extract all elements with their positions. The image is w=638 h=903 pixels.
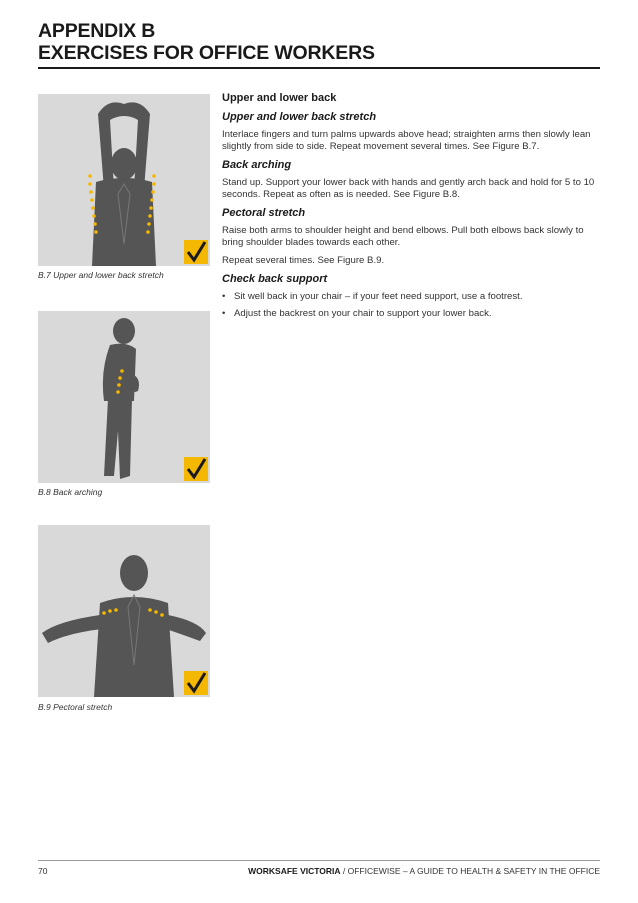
paragraph: Stand up. Support your lower back with hands and gently arch back and hold for 5 to 10 seconds. Repeat as often as is needed. See Figure B.8. bbox=[222, 177, 595, 200]
check-icon bbox=[184, 457, 208, 481]
section-heading: Upper and lower back bbox=[222, 92, 337, 104]
paragraph: Raise both arms to shoulder height and bend elbows. Pull both elbows back slowly to bring shoulder blades towards each other. bbox=[222, 225, 584, 248]
check-icon bbox=[184, 671, 208, 695]
page-number: 70 bbox=[38, 866, 48, 876]
figure-caption: B.9 Pectoral stretch bbox=[38, 702, 113, 712]
figure-b7-upper-lower-back-stretch bbox=[38, 94, 210, 266]
title-line-1: APPENDIX B bbox=[38, 20, 156, 42]
check-icon bbox=[184, 240, 208, 264]
title-line-2: EXERCISES FOR OFFICE WORKERS bbox=[38, 42, 375, 64]
figure-b9-pectoral-stretch bbox=[38, 525, 210, 697]
main-content bbox=[222, 92, 600, 325]
footer-brand: WORKSAFE VICTORIA bbox=[248, 866, 341, 876]
footer-rule bbox=[38, 860, 600, 861]
subheading: Pectoral stretch bbox=[222, 207, 306, 219]
page-title bbox=[38, 20, 375, 64]
title-rule bbox=[38, 67, 600, 69]
footer-title bbox=[248, 866, 600, 876]
figure-caption: B.8 Back arching bbox=[38, 487, 103, 497]
figure-caption: B.7 Upper and lower back stretch bbox=[38, 270, 164, 280]
list-item: • Adjust the backrest on your chair to support your lower back. bbox=[222, 308, 600, 320]
subheading: Upper and lower back stretch bbox=[222, 111, 377, 123]
footer-guide: OFFICEWISE – A GUIDE TO HEALTH & SAFETY IN THE OFFICE bbox=[347, 866, 600, 876]
footer-separator: / bbox=[340, 866, 348, 876]
figure-b8-back-arching bbox=[38, 311, 210, 483]
subheading: Back arching bbox=[222, 159, 292, 171]
bullet-list bbox=[222, 291, 600, 320]
paragraph: Interlace fingers and turn palms upwards above head; straighten arms then slowly lean slightly from side to side. Repeat movement several times. See Figure B.7. bbox=[222, 129, 591, 152]
list-item: • Sit well back in your chair – if your feet need support, use a footrest. bbox=[222, 291, 600, 303]
subheading: Check back support bbox=[222, 273, 328, 285]
paragraph: Repeat several times. See Figure B.9. bbox=[222, 255, 385, 266]
